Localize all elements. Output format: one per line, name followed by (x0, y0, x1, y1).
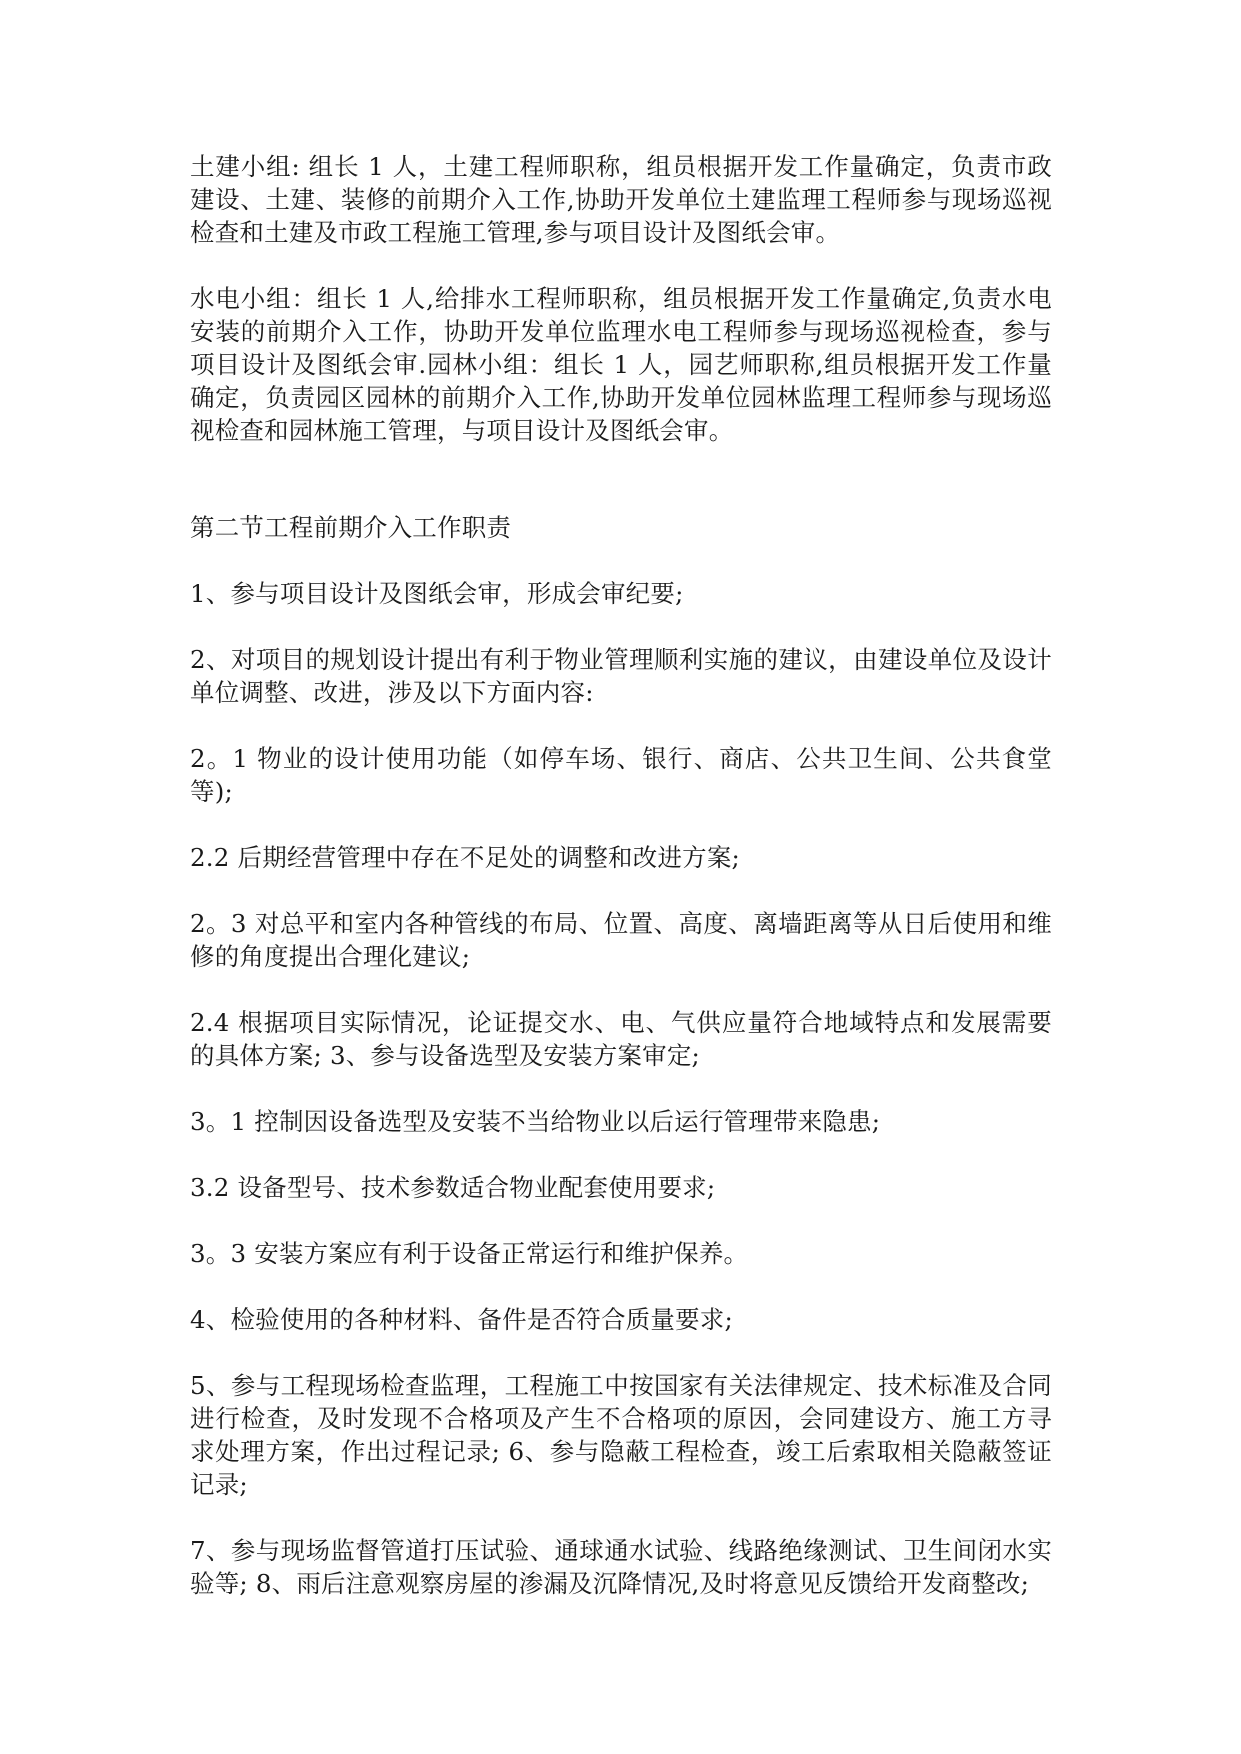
document-body (190, 150, 1052, 1600)
paragraph-spacer (190, 544, 1052, 577)
paragraph-spacer (190, 249, 1052, 282)
paragraph-spacer (190, 973, 1052, 1006)
list-item: 3。1 控制因设备选型及安装不当给物业以后运行管理带来隐患; (190, 1107, 881, 1136)
paragraph-spacer (190, 1501, 1052, 1534)
list-item: 3。3 安装方案应有利于设备正常运行和维护保养。 (190, 1239, 749, 1268)
list-item: 7、参与现场监督管道打压试验、通球通水试验、线路绝缘测试、卫生间闭水实验等; 8、雨后注意观察房屋的渗漏及沉降情况,及时将意见反馈给开发商整改; (190, 1536, 1052, 1598)
paragraph-spacer (190, 709, 1052, 742)
list-item: 2。1 物业的设计使用功能（如停车场、银行、商店、公共卫生间、公共食堂等); (190, 744, 1052, 806)
list-item: 2.4 根据项目实际情况，论证提交水、电、气供应量符合地域特点和发展需要的具体方案; 3、参与设备选型及安装方案审定; (190, 1008, 1052, 1070)
paragraph-spacer (190, 1138, 1052, 1171)
section-spacer (190, 447, 1052, 511)
list-item: 5、参与工程现场检查监理，工程施工中按国家有关法律规定、技术标准及合同进行检查，及时发现不合格项及产生不合格项的原因，会同建设方、施工方寻求处理方案，作出过程记录; 6、参与隐蔽工程检查，竣工后索取相关隐蔽签证记录; (190, 1371, 1052, 1499)
paragraph-spacer (190, 1336, 1052, 1369)
paragraph-civil-group: 土建小组: 组长 1 人，土建工程师职称，组员根据开发工作量确定，负责市政建设、土建、装修的前期介入工作,协助开发单位土建监理工程师参与现场巡视检查和土建及市政工程施工管理,参与项目设计及图纸会审。 (190, 152, 1052, 247)
list-item: 1、参与项目设计及图纸会审，形成会审纪要; (190, 579, 684, 608)
paragraph-spacer (190, 1072, 1052, 1105)
paragraph-spacer (190, 808, 1052, 841)
section-heading: 第二节工程前期介入工作职责 (190, 513, 512, 542)
paragraph-water-electric-group: 水电小组：组长 1 人,给排水工程师职称，组员根据开发工作量确定,负责水电安装的前期介入工作，协助开发单位监理水电工程师参与现场巡视检查，参与项目设计及图纸会审.园林小组：组长 1 人，园艺师职称,组员根据开发工作量确定，负责园区园林的前期介入工作,协助开发单位园林监理工程师参与现场巡视检查和园林施工管理，与项目设计及图纸会审。 (190, 284, 1052, 445)
list-item: 4、检验使用的各种材料、备件是否符合质量要求; (190, 1305, 733, 1334)
paragraph-spacer (190, 1270, 1052, 1303)
paragraph-spacer (190, 1204, 1052, 1237)
list-item: 2。3 对总平和室内各种管线的布局、位置、高度、离墙距离等从日后使用和维修的角度提出合理化建议; (190, 909, 1052, 971)
list-item: 2.2 后期经营管理中存在不足处的调整和改进方案; (190, 843, 741, 872)
list-item: 3.2 设备型号、技术参数适合物业配套使用要求; (190, 1173, 716, 1202)
list-item: 2、对项目的规划设计提出有利于物业管理顺利实施的建议，由建设单位及设计单位调整、改进，涉及以下方面内容: (190, 645, 1052, 707)
paragraph-spacer (190, 874, 1052, 907)
paragraph-spacer (190, 610, 1052, 643)
